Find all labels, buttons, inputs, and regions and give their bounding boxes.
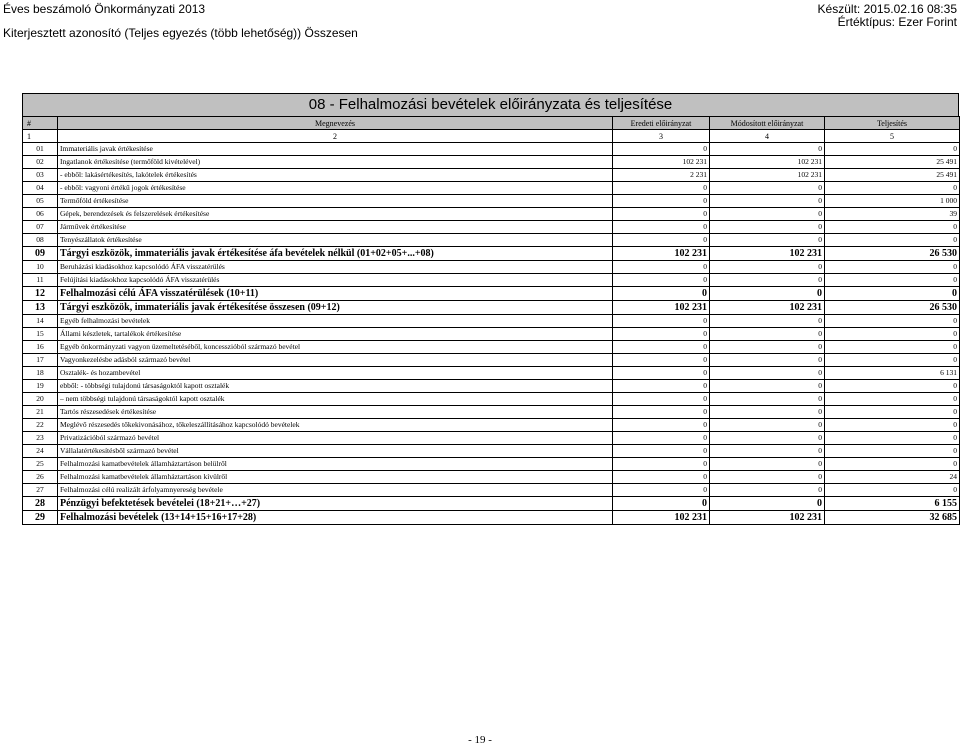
row-original-value: 102 231 bbox=[613, 247, 710, 261]
column-header-original: Eredeti előirányzat bbox=[613, 117, 710, 130]
row-modified-value: 0 bbox=[710, 497, 825, 511]
table-row bbox=[23, 261, 960, 274]
row-name: Osztalék- és hozambevétel bbox=[58, 367, 613, 380]
table-row bbox=[23, 156, 960, 169]
row-number: 24 bbox=[23, 445, 58, 458]
row-modified-value: 0 bbox=[710, 195, 825, 208]
row-modified-value: 0 bbox=[710, 208, 825, 221]
row-original-value: 0 bbox=[613, 182, 710, 195]
row-name: Gépek, berendezések és felszerelések értékesítése bbox=[58, 208, 613, 221]
row-name: Termőföld értékesítése bbox=[58, 195, 613, 208]
table-row bbox=[23, 419, 960, 432]
row-original-value: 0 bbox=[613, 406, 710, 419]
row-number: 21 bbox=[23, 406, 58, 419]
row-completed-value: 6 131 bbox=[825, 367, 960, 380]
table-row bbox=[23, 169, 960, 182]
column-header-name: Megnevezés bbox=[58, 117, 613, 130]
table-row bbox=[23, 393, 960, 406]
row-number: 27 bbox=[23, 484, 58, 497]
row-name: Egyéb önkormányzati vagyon üzemeltetéséből, koncesszióból származó bevétel bbox=[58, 341, 613, 354]
row-original-value: 0 bbox=[613, 432, 710, 445]
table-row bbox=[23, 484, 960, 497]
table-row bbox=[23, 380, 960, 393]
table-row bbox=[23, 301, 960, 315]
table-row bbox=[23, 143, 960, 156]
row-number: 04 bbox=[23, 182, 58, 195]
row-modified-value: 0 bbox=[710, 406, 825, 419]
row-name: – nem többségi tulajdonú társaságoktól kapott osztalék bbox=[58, 393, 613, 406]
row-name: Tárgyi eszközök, immateriális javak értékesítése összesen (09+12) bbox=[58, 301, 613, 315]
column-number: 2 bbox=[58, 130, 613, 143]
table-row bbox=[23, 287, 960, 301]
table-row bbox=[23, 234, 960, 247]
row-completed-value: 0 bbox=[825, 406, 960, 419]
row-modified-value: 0 bbox=[710, 432, 825, 445]
table-row bbox=[23, 354, 960, 367]
row-original-value: 0 bbox=[613, 274, 710, 287]
row-modified-value: 0 bbox=[710, 471, 825, 484]
row-modified-value: 102 231 bbox=[710, 169, 825, 182]
row-completed-value: 0 bbox=[825, 221, 960, 234]
row-name: Tárgyi eszközök, immateriális javak értékesítése áfa bevételek nélkül (01+02+05+...+08) bbox=[58, 247, 613, 261]
row-name: Tenyészállatok értékesítése bbox=[58, 234, 613, 247]
value-type: Értéktípus: Ezer Forint bbox=[837, 15, 957, 29]
page-number-text: - 19 - bbox=[468, 734, 492, 746]
table-row bbox=[23, 471, 960, 484]
row-modified-value: 0 bbox=[710, 182, 825, 195]
row-original-value: 2 231 bbox=[613, 169, 710, 182]
row-original-value: 0 bbox=[613, 367, 710, 380]
row-name: Állami készletek, tartalékok értékesítése bbox=[58, 328, 613, 341]
row-number: 02 bbox=[23, 156, 58, 169]
row-completed-value: 25 491 bbox=[825, 156, 960, 169]
table-row bbox=[23, 367, 960, 380]
row-number: 23 bbox=[23, 432, 58, 445]
row-name: Felhalmozási kamatbevételek államháztartáson kívülről bbox=[58, 471, 613, 484]
row-number: 29 bbox=[23, 511, 58, 525]
row-modified-value: 0 bbox=[710, 341, 825, 354]
row-original-value: 0 bbox=[613, 380, 710, 393]
column-number: 3 bbox=[613, 130, 710, 143]
row-name: Pénzügyi befektetések bevételei (18+21+…+27) bbox=[58, 497, 613, 511]
row-modified-value: 0 bbox=[710, 354, 825, 367]
row-modified-value: 102 231 bbox=[710, 247, 825, 261]
row-modified-value: 102 231 bbox=[710, 301, 825, 315]
row-number: 15 bbox=[23, 328, 58, 341]
row-original-value: 0 bbox=[613, 221, 710, 234]
row-name: Vállalatértékesítésből származó bevétel bbox=[58, 445, 613, 458]
row-original-value: 102 231 bbox=[613, 156, 710, 169]
row-name: Ingatlanok értékesítése (termőföld kivételével) bbox=[58, 156, 613, 169]
row-completed-value: 0 bbox=[825, 341, 960, 354]
table-row bbox=[23, 511, 960, 525]
row-number: 09 bbox=[23, 247, 58, 261]
row-completed-value: 25 491 bbox=[825, 169, 960, 182]
row-number: 28 bbox=[23, 497, 58, 511]
row-number: 08 bbox=[23, 234, 58, 247]
row-original-value: 0 bbox=[613, 497, 710, 511]
row-modified-value: 102 231 bbox=[710, 156, 825, 169]
row-original-value: 0 bbox=[613, 234, 710, 247]
column-number-row bbox=[23, 130, 960, 143]
table-row bbox=[23, 208, 960, 221]
row-completed-value: 39 bbox=[825, 208, 960, 221]
table-title: 08 - Felhalmozási bevételek előirányzata és teljesítése bbox=[22, 93, 959, 116]
column-header-row bbox=[23, 117, 960, 130]
row-original-value: 0 bbox=[613, 484, 710, 497]
row-name: Meglévő részesedés tőkekivonásához, tőkeleszállításához kapcsolódó bevételek bbox=[58, 419, 613, 432]
row-completed-value: 1 000 bbox=[825, 195, 960, 208]
row-original-value: 0 bbox=[613, 208, 710, 221]
row-original-value: 102 231 bbox=[613, 301, 710, 315]
row-number: 18 bbox=[23, 367, 58, 380]
row-original-value: 0 bbox=[613, 315, 710, 328]
row-number: 07 bbox=[23, 221, 58, 234]
row-original-value: 0 bbox=[613, 195, 710, 208]
row-number: 10 bbox=[23, 261, 58, 274]
row-name: ebből: - többségi tulajdonú társaságoktól kapott osztalék bbox=[58, 380, 613, 393]
table-row bbox=[23, 497, 960, 511]
row-completed-value: 24 bbox=[825, 471, 960, 484]
created-timestamp: Készült: 2015.02.16 08:35 bbox=[817, 2, 957, 16]
column-number: 4 bbox=[710, 130, 825, 143]
row-number: 03 bbox=[23, 169, 58, 182]
row-original-value: 0 bbox=[613, 354, 710, 367]
table-row bbox=[23, 315, 960, 328]
table-row bbox=[23, 195, 960, 208]
row-modified-value: 0 bbox=[710, 419, 825, 432]
row-completed-value: 0 bbox=[825, 445, 960, 458]
row-completed-value: 0 bbox=[825, 354, 960, 367]
row-modified-value: 0 bbox=[710, 445, 825, 458]
row-name: Felújítási kiadásokhoz kapcsolódó ÁFA visszatérülés bbox=[58, 274, 613, 287]
row-name: Beruházási kiadásokhoz kapcsolódó ÁFA visszatérülés bbox=[58, 261, 613, 274]
row-name: Tartós részesedések értékesítése bbox=[58, 406, 613, 419]
row-number: 25 bbox=[23, 458, 58, 471]
row-name: Immateriális javak értékesítése bbox=[58, 143, 613, 156]
table-row bbox=[23, 406, 960, 419]
row-name: Privatizációból származó bevétel bbox=[58, 432, 613, 445]
report-table bbox=[22, 116, 960, 525]
row-completed-value: 32 685 bbox=[825, 511, 960, 525]
row-modified-value: 0 bbox=[710, 274, 825, 287]
row-modified-value: 0 bbox=[710, 458, 825, 471]
page-number bbox=[0, 734, 960, 750]
row-modified-value: 0 bbox=[710, 328, 825, 341]
row-completed-value: 6 155 bbox=[825, 497, 960, 511]
row-completed-value: 0 bbox=[825, 143, 960, 156]
row-original-value: 102 231 bbox=[613, 511, 710, 525]
report-table-container bbox=[22, 93, 959, 525]
column-header-num: # bbox=[23, 117, 58, 130]
table-row bbox=[23, 432, 960, 445]
row-modified-value: 0 bbox=[710, 367, 825, 380]
row-completed-value: 0 bbox=[825, 261, 960, 274]
row-number: 12 bbox=[23, 287, 58, 301]
row-modified-value: 0 bbox=[710, 315, 825, 328]
row-original-value: 0 bbox=[613, 287, 710, 301]
row-modified-value: 0 bbox=[710, 287, 825, 301]
row-number: 22 bbox=[23, 419, 58, 432]
row-number: 06 bbox=[23, 208, 58, 221]
row-number: 17 bbox=[23, 354, 58, 367]
row-original-value: 0 bbox=[613, 445, 710, 458]
row-number: 16 bbox=[23, 341, 58, 354]
row-completed-value: 0 bbox=[825, 287, 960, 301]
row-number: 14 bbox=[23, 315, 58, 328]
row-number: 20 bbox=[23, 393, 58, 406]
column-header-completed: Teljesítés bbox=[825, 117, 960, 130]
table-row bbox=[23, 458, 960, 471]
row-completed-value: 0 bbox=[825, 380, 960, 393]
column-number: 1 bbox=[23, 130, 58, 143]
row-modified-value: 0 bbox=[710, 484, 825, 497]
row-original-value: 0 bbox=[613, 419, 710, 432]
row-name: - ebből: lakásértékesítés, lakótelek értékesítés bbox=[58, 169, 613, 182]
row-number: 19 bbox=[23, 380, 58, 393]
row-completed-value: 0 bbox=[825, 458, 960, 471]
row-modified-value: 102 231 bbox=[710, 511, 825, 525]
table-row bbox=[23, 182, 960, 195]
row-modified-value: 0 bbox=[710, 221, 825, 234]
report-subtitle: Kiterjesztett azonosító (Teljes egyezés (több lehetőség)) Összesen bbox=[3, 26, 358, 40]
row-completed-value: 0 bbox=[825, 315, 960, 328]
table-row bbox=[23, 247, 960, 261]
row-name: Felhalmozási célú ÁFA visszatérülések (10+11) bbox=[58, 287, 613, 301]
row-original-value: 0 bbox=[613, 143, 710, 156]
row-name: Járművek értékesítése bbox=[58, 221, 613, 234]
column-header-modified: Módosított előirányzat bbox=[710, 117, 825, 130]
row-original-value: 0 bbox=[613, 341, 710, 354]
row-completed-value: 0 bbox=[825, 328, 960, 341]
row-name: Felhalmozási célú realizált árfolyamnyereség bevétele bbox=[58, 484, 613, 497]
table-row bbox=[23, 341, 960, 354]
row-number: 05 bbox=[23, 195, 58, 208]
row-completed-value: 0 bbox=[825, 274, 960, 287]
row-number: 01 bbox=[23, 143, 58, 156]
table-row bbox=[23, 274, 960, 287]
table-row bbox=[23, 445, 960, 458]
row-completed-value: 0 bbox=[825, 484, 960, 497]
row-original-value: 0 bbox=[613, 393, 710, 406]
row-modified-value: 0 bbox=[710, 380, 825, 393]
row-name: Felhalmozási kamatbevételek államháztartáson belülről bbox=[58, 458, 613, 471]
row-completed-value: 0 bbox=[825, 419, 960, 432]
row-modified-value: 0 bbox=[710, 261, 825, 274]
row-completed-value: 0 bbox=[825, 182, 960, 195]
row-original-value: 0 bbox=[613, 458, 710, 471]
row-original-value: 0 bbox=[613, 328, 710, 341]
row-original-value: 0 bbox=[613, 261, 710, 274]
row-modified-value: 0 bbox=[710, 393, 825, 406]
column-number: 5 bbox=[825, 130, 960, 143]
row-completed-value: 0 bbox=[825, 393, 960, 406]
row-completed-value: 0 bbox=[825, 432, 960, 445]
row-modified-value: 0 bbox=[710, 234, 825, 247]
table-row bbox=[23, 221, 960, 234]
row-number: 11 bbox=[23, 274, 58, 287]
row-name: Felhalmozási bevételek (13+14+15+16+17+28) bbox=[58, 511, 613, 525]
row-name: Egyéb felhalmozási bevételek bbox=[58, 315, 613, 328]
row-completed-value: 26 530 bbox=[825, 301, 960, 315]
row-modified-value: 0 bbox=[710, 143, 825, 156]
row-number: 26 bbox=[23, 471, 58, 484]
report-title: Éves beszámoló Önkormányzati 2013 bbox=[3, 2, 206, 16]
row-completed-value: 26 530 bbox=[825, 247, 960, 261]
row-completed-value: 0 bbox=[825, 234, 960, 247]
table-row bbox=[23, 328, 960, 341]
row-name: Vagyonkezelésbe adásból származó bevétel bbox=[58, 354, 613, 367]
row-original-value: 0 bbox=[613, 471, 710, 484]
row-name: - ebből: vagyoni értékű jogok értékesítése bbox=[58, 182, 613, 195]
row-number: 13 bbox=[23, 301, 58, 315]
